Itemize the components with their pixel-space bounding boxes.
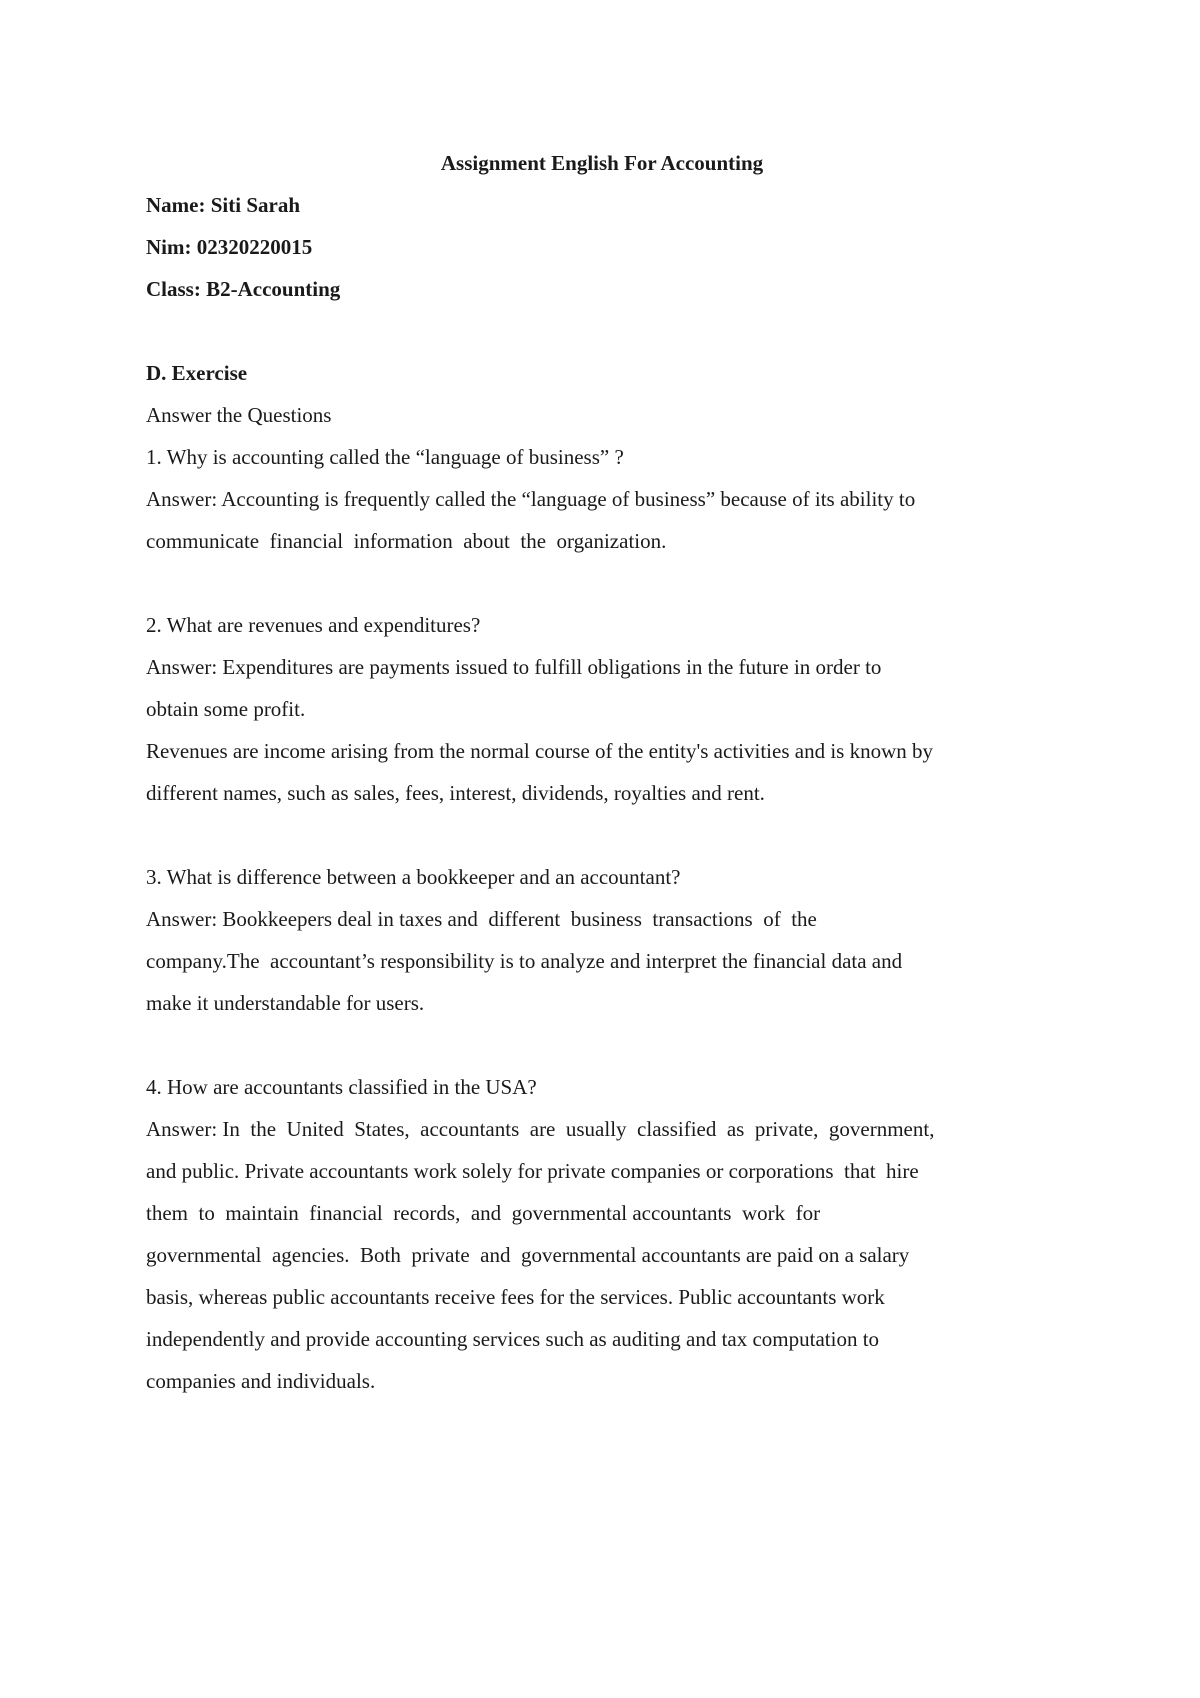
answer-line: Answer: In the United States, accountants are usually classified as private, government, <box>146 1117 935 1141</box>
answer-line: companies and individuals. <box>146 1369 376 1393</box>
spacer <box>146 562 1066 604</box>
answer-line: governmental agencies. Both private and governmental accountants are paid on a salary <box>146 1243 910 1267</box>
spacer <box>146 814 1066 856</box>
answer-line: obtain some profit. <box>146 697 306 721</box>
question-block-3 <box>146 856 1066 1024</box>
answer-line: Answer: Bookkeepers deal in taxes and different business transactions of the <box>146 907 817 931</box>
document-title: Assignment English For Accounting <box>440 151 764 175</box>
spacer <box>146 1024 1066 1066</box>
question-block-2 <box>146 604 1066 814</box>
answer-line: them to maintain financial records, and governmental accountants work for <box>146 1201 821 1225</box>
answer-line: Answer: Expenditures are payments issued to fulfill obligations in the future in order to <box>146 655 882 679</box>
answer-line: basis, whereas public accountants receive fees for the services. Public accountants work <box>146 1285 885 1309</box>
answer-line: and public. Private accountants work solely for private companies or corporations that hire <box>146 1159 919 1183</box>
answer-line: different names, such as sales, fees, interest, dividends, royalties and rent. <box>146 781 765 805</box>
document-page <box>146 142 1066 1402</box>
question-text: 3. What is difference between a bookkeeper and an accountant? <box>146 865 681 889</box>
question-text: 1. Why is accounting called the “language of business” ? <box>146 445 624 469</box>
question-text: 4. How are accountants classified in the USA? <box>146 1075 537 1099</box>
answer-line: independently and provide accounting services such as auditing and tax computation to <box>146 1327 880 1351</box>
answer-line: Answer: Accounting is frequently called the “language of business” because of its ability to <box>146 487 916 511</box>
question-text: 2. What are revenues and expenditures? <box>146 613 481 637</box>
answer-line: Revenues are income arising from the normal course of the entity's activities and is known by <box>146 739 933 763</box>
answer-line: company.The accountant’s responsibility is to analyze and interpret the financial data and <box>146 949 903 973</box>
question-block-4 <box>146 1066 1066 1402</box>
answer-line: communicate financial information about the organization. <box>146 529 667 553</box>
question-block-1 <box>146 436 1066 562</box>
answer-line: make it understandable for users. <box>146 991 425 1015</box>
student-class: Class: B2-Accounting <box>146 277 341 301</box>
spacer <box>146 310 1066 352</box>
instruction-text: Answer the Questions <box>146 403 332 427</box>
student-name: Name: Siti Sarah <box>146 193 300 217</box>
student-nim: Nim: 02320220015 <box>146 235 313 259</box>
section-heading: D. Exercise <box>146 361 248 385</box>
